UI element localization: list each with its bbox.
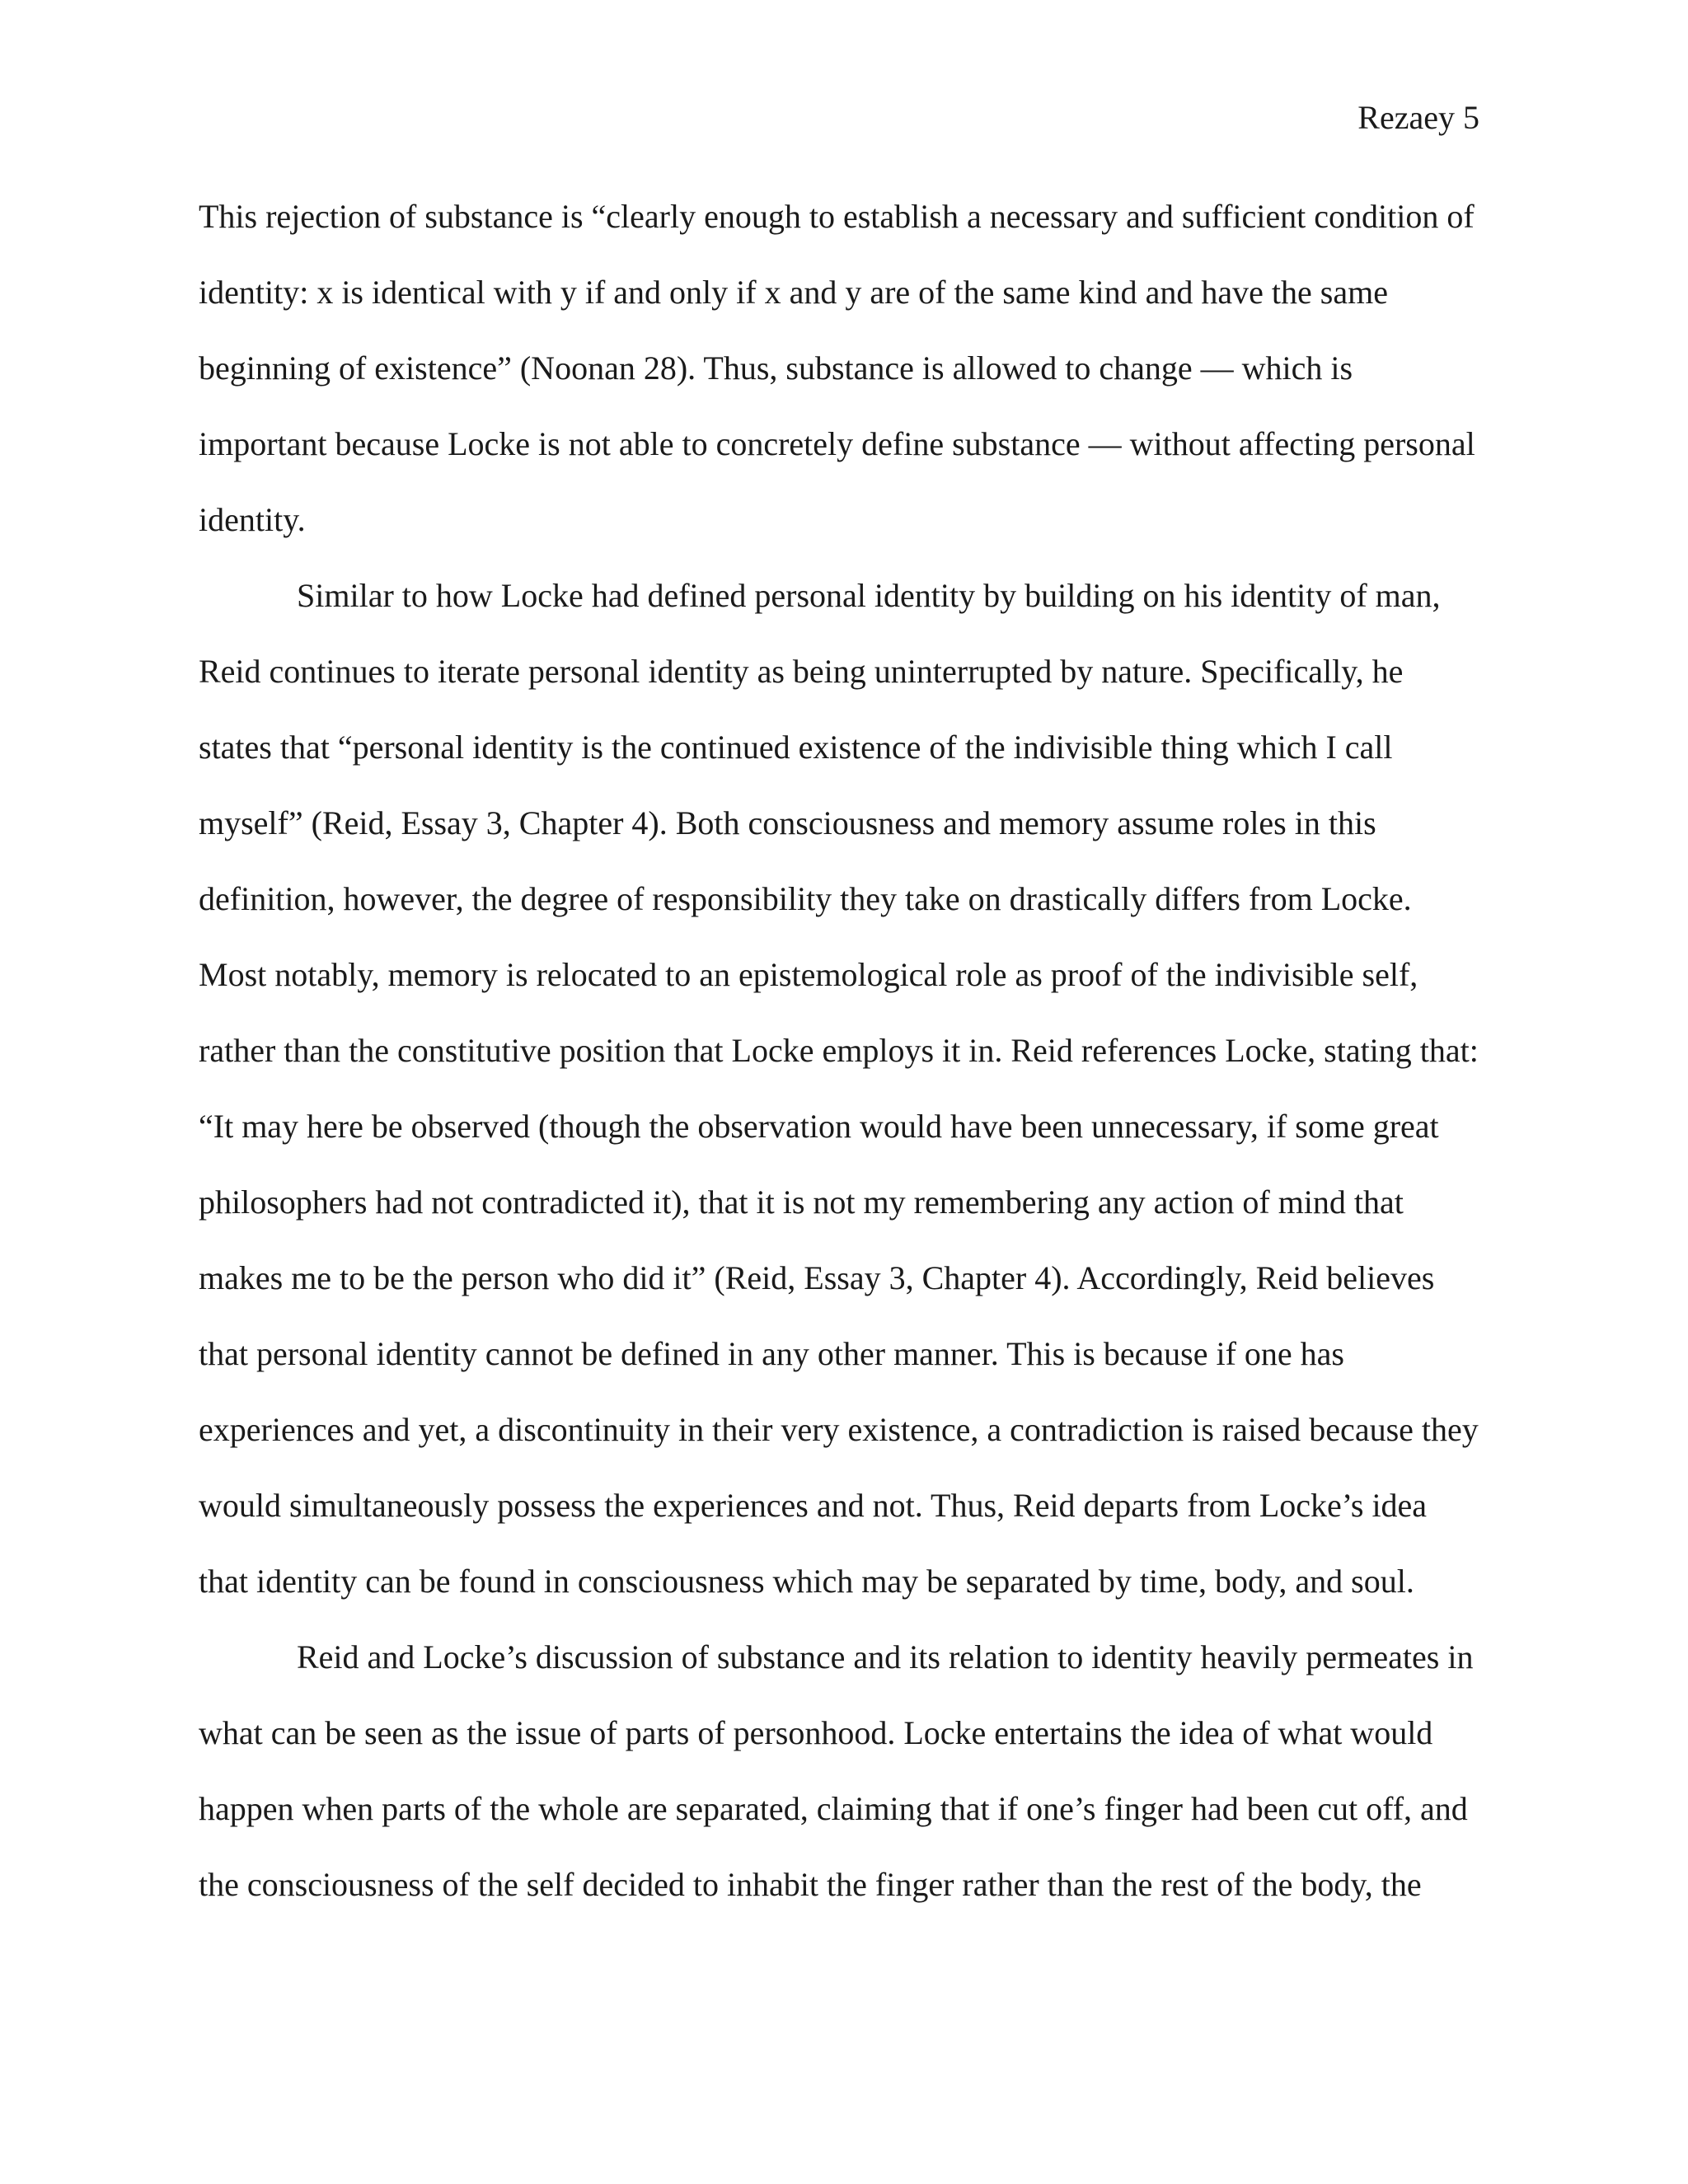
- running-header: Rezaey 5: [1357, 99, 1479, 136]
- text-line: This rejection of substance is “clearly enough to establish a necessary and sufficient condition of: [199, 198, 1475, 235]
- text-line: “It may here be observed (though the observation would have been unnecessary, if some great: [199, 1108, 1439, 1145]
- text-line: that personal identity cannot be defined in any other manner. This is because if one has: [199, 1335, 1344, 1372]
- text-line: experiences and yet, a discontinuity in their very existence, a contradiction is raised because they: [199, 1411, 1479, 1448]
- text-line: definition, however, the degree of responsibility they take on drastically differs from Locke.: [199, 880, 1412, 917]
- text-line: philosophers had not contradicted it), that it is not my remembering any action of mind that: [199, 1183, 1404, 1221]
- text-line: Reid and Locke’s discussion of substance and its relation to identity heavily permeates in: [297, 1638, 1474, 1675]
- text-line: makes me to be the person who did it” (Reid, Essay 3, Chapter 4). Accordingly, Reid believes: [199, 1259, 1435, 1296]
- text-line: happen when parts of the whole are separated, claiming that if one’s finger had been cut off, and: [199, 1790, 1468, 1827]
- text-line: beginning of existence” (Noonan 28). Thus, substance is allowed to change — which is: [199, 349, 1353, 387]
- text-line: myself” (Reid, Essay 3, Chapter 4). Both consciousness and memory assume roles in this: [199, 804, 1376, 841]
- text-line: what can be seen as the issue of parts of personhood. Locke entertains the idea of what would: [199, 1714, 1433, 1751]
- text-line: Similar to how Locke had defined personal identity by building on his identity of man,: [297, 577, 1441, 614]
- text-line: that identity can be found in consciousness which may be separated by time, body, and soul.: [199, 1563, 1414, 1600]
- text-line: Most notably, memory is relocated to an epistemological role as proof of the indivisible self,: [199, 956, 1418, 993]
- text-line: identity.: [199, 501, 306, 538]
- text-line: Reid continues to iterate personal identity as being uninterrupted by nature. Specifically, he: [199, 653, 1404, 690]
- text-line: would simultaneously possess the experiences and not. Thus, Reid departs from Locke’s idea: [199, 1487, 1428, 1524]
- text-line: the consciousness of the self decided to inhabit the finger rather than the rest of the body, the: [199, 1866, 1422, 1903]
- text-line: rather than the constitutive position that Locke employs it in. Reid references Locke, stating that:: [199, 1032, 1479, 1069]
- text-line: important because Locke is not able to concretely define substance — without affecting personal: [199, 425, 1475, 462]
- text-line: states that “personal identity is the continued existence of the indivisible thing which I call: [199, 729, 1393, 766]
- body-text: [199, 194, 1484, 1938]
- text-line: identity: x is identical with y if and only if x and y are of the same kind and have the same: [199, 274, 1388, 311]
